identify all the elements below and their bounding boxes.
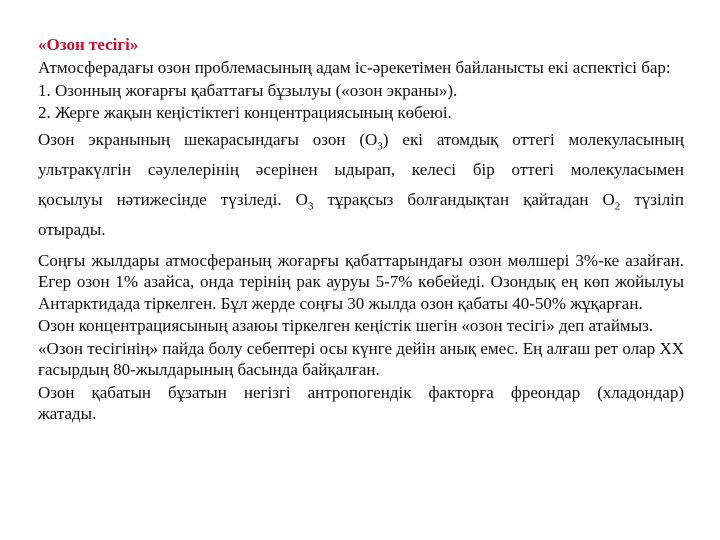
formation-text-a: Озон экранының шекарасындағы озон (O bbox=[38, 129, 378, 149]
o3-subscript-1: 3 bbox=[377, 139, 383, 152]
formation-text-b: ) екі атомдық оттегі молекуласының ультракүлгін сәулелерінің әсерінен ыдырап, келесі бір оттегі молекуласымен қосылуы нәтижесінде түзіледі. O bbox=[38, 129, 685, 209]
paragraph-aspect-2: 2. Жерге жақын кеңістіктегі концентрациясының көбеюі. bbox=[38, 103, 452, 122]
o2-subscript: 2 bbox=[614, 199, 621, 212]
paragraph-causes: «Озон тесігінің» пайда болу себептері осы күнге дейін анық емес. Ең алғаш рет олар XX ғасырдың 80-жылдарының басында байқалған. bbox=[38, 338, 684, 379]
paragraph-intro: Атмосферадағы озон проблемасының адам іс-әрекетімен байланысты екі аспектісі бар: bbox=[38, 58, 671, 77]
formation-text-d: түзіліп отырады. bbox=[38, 189, 684, 239]
paragraph-ozone-formation bbox=[38, 125, 684, 245]
o3-subscript-2: 3 bbox=[307, 199, 314, 212]
paragraph-aspect-1: 1. Озонның жоғарғы қабаттағы бұзылуы («озон экраны»). bbox=[38, 80, 458, 100]
slide-title: «Озон тесігі» bbox=[38, 35, 139, 54]
paragraph-recent-years: Соңғы жылдары атмосфераның жоғарғы қабаттарындағы озон мөлшері 3%-ке азайған. Егер озон 1% азайса, онда терінің рак ауруы 5-7% көбейеді. Озондық ең көп жойылуы Антарктидада тіркелген. Бұл жерде соңғы 30 жылда озон қабаты 40-50% жұқарған. bbox=[38, 250, 684, 313]
formation-text-c: тұрақсыз болғандықтан қайтадан O bbox=[313, 189, 615, 209]
paragraph-freons: Озон қабатын бұзатын негізгі антропогендік факторға фреондар (хладондар) жатады. bbox=[38, 382, 684, 423]
paragraph-ozone-hole-definition: Озон концентрациясының азаюы тіркелген кеңістік шегін «озон тесігі» деп атаймыз. bbox=[38, 316, 654, 335]
